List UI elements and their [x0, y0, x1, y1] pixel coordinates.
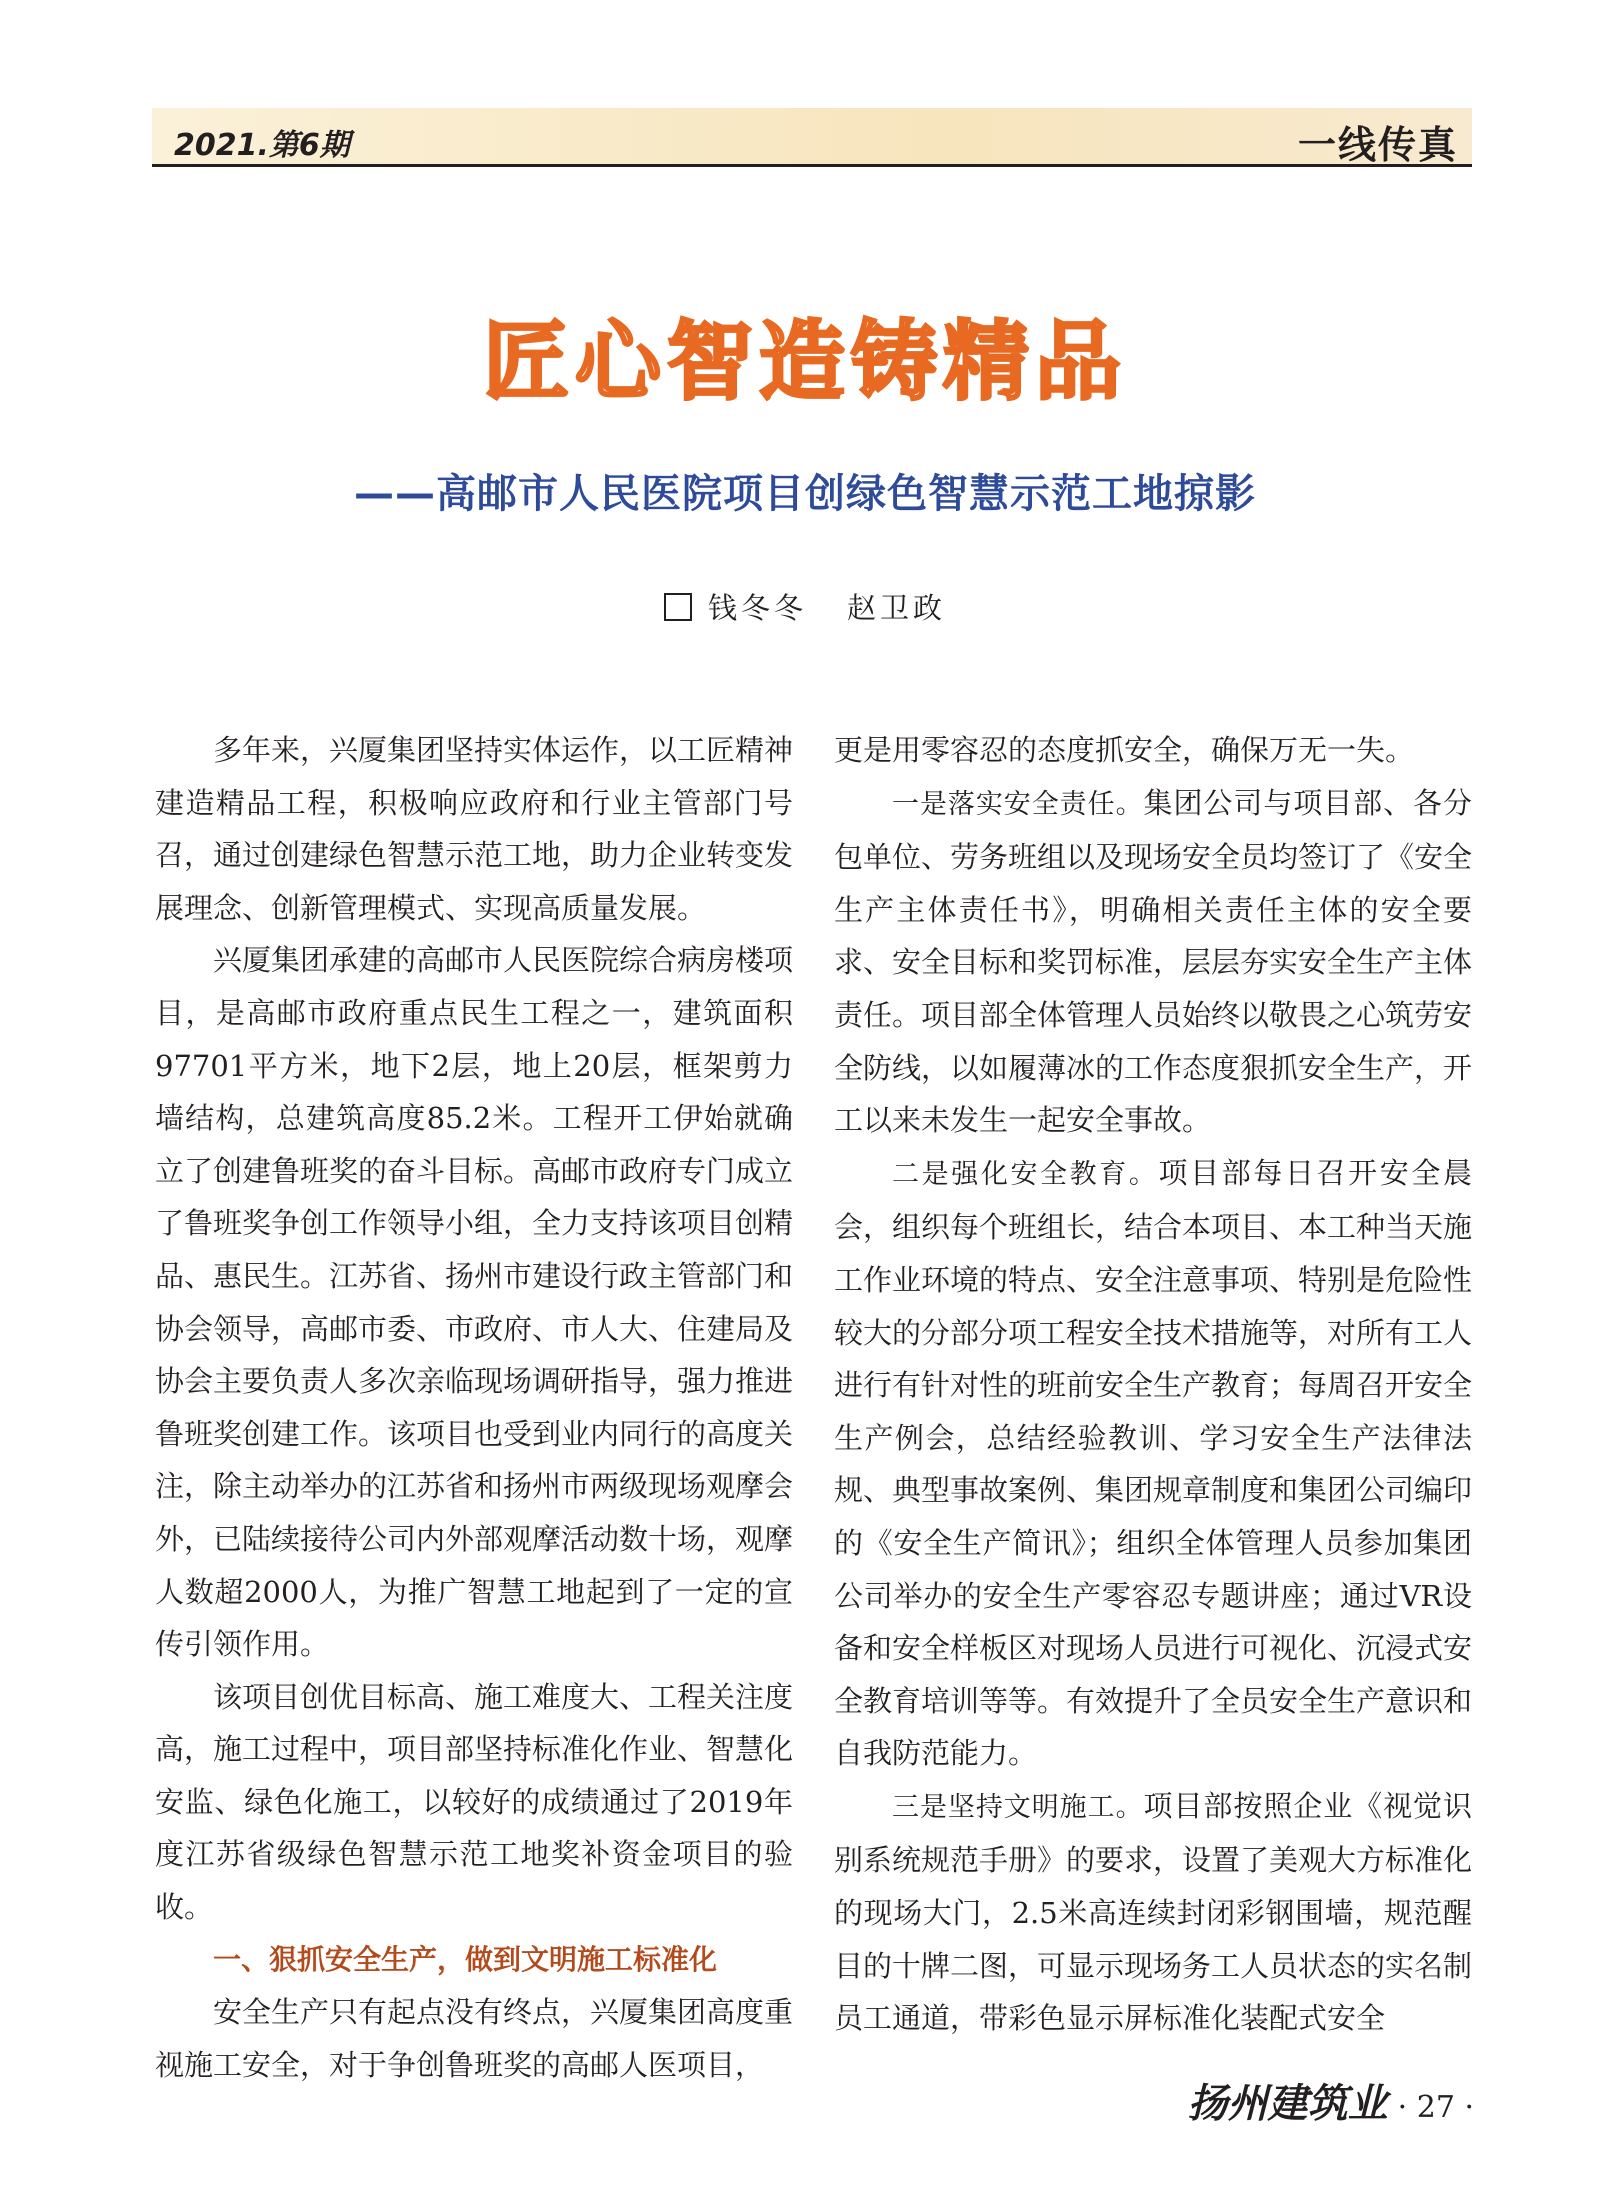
paragraph-body: 项目部按照企业《视觉识别系统规范手册》的要求，设置了美观大方标准化的现场大门，2.5米高连续封闭彩钢围墙，规范醒目的十牌二图，可显示现场务工人员状态的实名制员工通道，带彩色显示屏标准化装配式安全 — [834, 1788, 1473, 2036]
paragraph: 该项目创优目标高、施工难度大、工程关注度高，施工过程中，项目部坚持标准化作业、智慧化安监、绿色化施工，以较好的成绩通过了2019年度江苏省级绿色智慧示范工地奖补资金项目的验收。 — [155, 1679, 794, 1925]
page-number: · 27 · — [1397, 2090, 1474, 2125]
header-band — [152, 108, 1472, 164]
header-rule — [152, 164, 1472, 167]
paragraph-lead: 二是强化安全教育。 — [892, 1158, 1159, 1190]
byline — [0, 586, 1610, 627]
paragraph: 多年来，兴厦集团坚持实体运作，以工匠精神建造精品工程，积极响应政府和行业主管部门号召，通过创建绿色智慧示范工地，助力企业转变发展理念、创新管理模式、实现高质量发展。 — [155, 733, 794, 925]
byline-box-icon — [664, 593, 692, 621]
paragraph — [834, 1780, 1472, 2045]
running-header — [152, 108, 1472, 166]
page-footer — [1188, 2072, 1474, 2129]
article-subtitle: ——高邮市人民医院项目创绿色智慧示范工地掠影 — [354, 471, 1256, 517]
section-heading: 一、狠抓安全生产，做到文明施工标准化 — [213, 1942, 718, 1976]
paragraph-lead: 三是坚持文明施工。 — [892, 1791, 1144, 1823]
article-title: 匠心智造铸精品 — [483, 312, 1127, 412]
issue-number: 2021.第6期 — [174, 128, 350, 163]
author-1: 钱冬冬 — [707, 591, 807, 625]
publication-name: 扬州建筑业 — [1187, 2080, 1388, 2127]
paragraph: 安全生产只有起点没有终点，兴厦集团高度重视施工安全，对于争创鲁班奖的高邮人医项目， — [155, 1995, 794, 2082]
author-2: 赵卫政 — [847, 591, 947, 625]
paragraph-body: 集团公司与项目部、各分包单位、劳务班组以及现场安全员均签订了《安全生产主体责任书》，明确相关责任主体的安全要求、安全目标和奖罚标准，层层夯实安全生产主体责任。项目部全体管理人员始终以敬畏之心筑劳安全防线，以如履薄冰的工作态度狠抓安全生产，开工以来未发生一起安全事故。 — [834, 785, 1473, 1138]
paragraph — [834, 777, 1472, 1147]
section-name: 一线传真 — [1297, 123, 1458, 167]
paragraph-body: 项目部每日召开安全晨会，组织每个班组长，结合本项目、本工种当天施工作业环境的特点、安全注意事项、特别是危险性较大的分部分项工程安全技术措施等，对所有工人进行有针对性的班前安全生产教育；每周召开安全生产例会，总结经验教训、学习安全生产法律法规、典型事故案例、集团规章制度和集团公司编印的《安全生产简讯》；组织全体管理人员参加集团公司举办的安全生产零容忍专题讲座；通过VR设备和安全样板区对现场人员进行可视化、沉浸式安全教育培训等等。有效提升了全员安全生产意识和自我防范能力。 — [834, 1155, 1473, 1771]
right-column — [834, 724, 1472, 2045]
left-column — [155, 724, 793, 2091]
paragraph: 更是用零容忍的态度抓安全，确保万无一失。 — [834, 733, 1415, 767]
paragraph-lead: 一是落实安全责任。 — [892, 788, 1144, 820]
paragraph — [834, 1147, 1472, 1780]
paragraph: 兴厦集团承建的高邮市人民医院综合病房楼项目，是高邮市政府重点民生工程之一，建筑面积97701平方米，地下2层，地上20层，框架剪力墙结构，总建筑高度85.2米。工程开工伊始就确立了创建鲁班奖的奋斗目标。高邮市政府专门成立了鲁班奖争创工作领导小组，全力支持该项目创精品、惠民生。江苏省、扬州市建设行政主管部门和协会领导，高邮市委、市政府、市人大、住建局及协会主要负责人多次亲临现场调研指导，强力推进鲁班奖创建工作。该项目也受到业内同行的高度关注，除主动举办的江苏省和扬州市两级现场观摩会外，已陆续接待公司内外部观摩活动数十场，观摩人数超2000人，为推广智慧工地起到了一定的宣传引领作用。 — [155, 943, 794, 1662]
